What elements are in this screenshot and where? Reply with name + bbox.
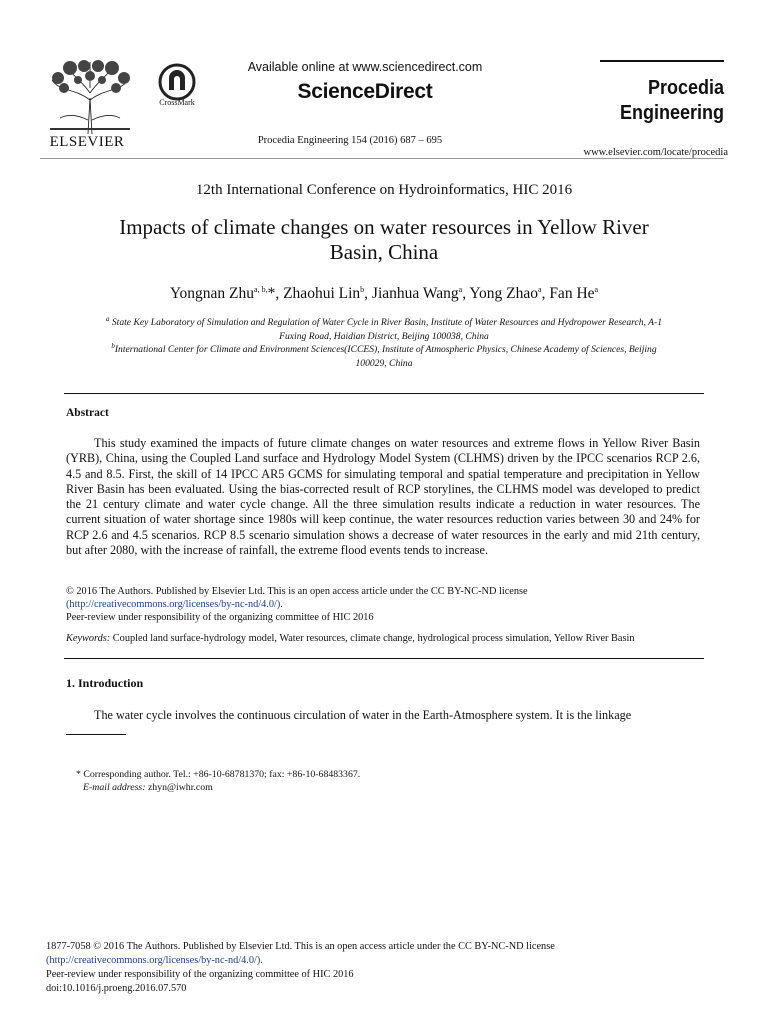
introduction-heading: 1. Introduction [66,676,144,690]
author-2: Zhaohui Lin$^b$, [283,284,372,302]
affiliation-a-line1: $^a$ State Key Laboratory of Simulation and Regulation of Water Cycle in River Basin, Institute of Water Resources and Hydropower Research, A-1 [105,314,663,328]
affiliation-b-line1: $^b$International Center for Climate and Environment Sciences(ICCES), Institute of Atmospheric Physics, Chinese Academy of Sciences, Beijing [111,341,657,355]
journal-url-link[interactable]: www.elsevier.com/locate/procedia [540,147,728,158]
footer-license-link[interactable]: (http://creativecommons.org/licenses/by-nc-nd/4.0/). [46,955,263,966]
available-online-text: Available online at www.sciencedirect.com [247,60,483,74]
journal-title-rule [600,60,724,62]
crossmark-icon [157,62,197,102]
sciencedirect-wordmark: ScienceDirect [297,80,433,103]
email-label: E-mail address: [83,782,146,793]
email-address[interactable]: zhyn@iwhr.com [145,782,213,793]
affiliation-b-line2: 100029, China [355,357,413,369]
elsevier-logo [40,58,140,148]
affiliation-a [52,316,716,343]
crossmark-logo[interactable] [152,62,202,112]
paper-title-line2: Basin, China [329,240,439,264]
keywords-line [66,633,706,644]
elsevier-tree-icon [40,58,140,136]
abstract-heading: Abstract [66,407,109,419]
doi[interactable]: doi:10.1016/j.proeng.2016.07.570 [46,983,187,994]
footer-license-text: © 2016 The Authors. Published by Elsevier Ltd. This is an open access article under the CC BY-NC-ND license [90,941,555,952]
keywords-text: Coupled land surface-hydrology model, Water resources, climate change, hydrological process simulation, Yellow River Basin [110,633,635,644]
footer-license-line [46,940,746,954]
conference-name: 12th International Conference on Hydroinformatics, HIC 2016 [195,182,573,198]
abstract-bottom-rule [64,658,704,659]
author-5: Fan He$^a$ [549,284,599,302]
author-3: Jianhua Wang$^a$, [371,284,470,302]
citation-line: Procedia Engineering 154 (2016) 687 – 695 [257,135,443,146]
abstract-top-rule [64,393,704,394]
author-1: Yongnan Zhu$^{a, b,}$*, [169,284,284,302]
journal-title-line2: Engineering [619,102,724,124]
license-block [66,585,706,624]
header-rule [40,158,724,159]
footer-peer-review: Peer-review under responsibility of the organizing committee of HIC 2016 [46,969,354,980]
journal-title-line1: Procedia [647,77,724,99]
elsevier-wordmark: ELSEVIER [49,134,125,150]
author-4: Yong Zhao$^a$, [469,284,550,302]
introduction-text: The water cycle involves the continuous circulation of water in the Earth-Atmosphere system. It is the linkage [94,708,632,722]
abstract-body: This study examined the impacts of future climate changes on water resources and extreme flows in Yellow River Basin (YRB), China, using the Coupled Land surface and Hydrology Model System (CLHMS) driven by the IPCC scenarios RCP 2.6, 4.5 and 8.5. First, the skill of 14 IPCC AR5 GCMS for simulating temporal and spatial temperature and precipitation in Yellow River Basin has been evaluated. Using the bias-corrected result of RCP storylines, the CLHMS model was developed to predict the 21 century climate and water cycle change. All the three simulation results indicate a reduction in water resources. The current situation of water shortage since 1980s will keep continue, the water resources reduction varies between 30 and 24% for RCP 2.6 and 4.5 scenarios. RCP 8.5 scenario simulation shows a decrease of water resources in the early and mid 21th century, but after 2080, with the increase of rainfall, the extreme flood events tends to increase. [66,436,700,558]
author-list [40,285,728,303]
paper-title [40,215,728,265]
footnote-rule [66,734,126,735]
footer-block [46,940,746,996]
keywords-label: Keywords: [66,633,111,644]
email-line [76,781,360,794]
issn: 1877-7058 [46,941,91,952]
footnote-block [76,768,360,794]
license-link[interactable]: (http://creativecommons.org/licenses/by-nc-nd/4.0/). [66,599,283,610]
affiliation-a-line2: Fuxing Road, Haidian District, Beijing 100038, China [279,330,489,342]
license-peer-review: Peer-review under responsibility of the organizing committee of HIC 2016 [66,612,374,623]
affiliation-b [52,343,716,370]
license-line1: © 2016 The Authors. Published by Elsevier Ltd. This is an open access article under the CC BY-NC-ND license [66,586,528,597]
paper-title-line1: Impacts of climate changes on water resources in Yellow River [119,215,649,239]
crossmark-label: CrossMark [159,98,195,107]
corresponding-author-note: * Corresponding author. Tel.: +86-10-68781370; fax: +86-10-68483367. [76,769,361,780]
